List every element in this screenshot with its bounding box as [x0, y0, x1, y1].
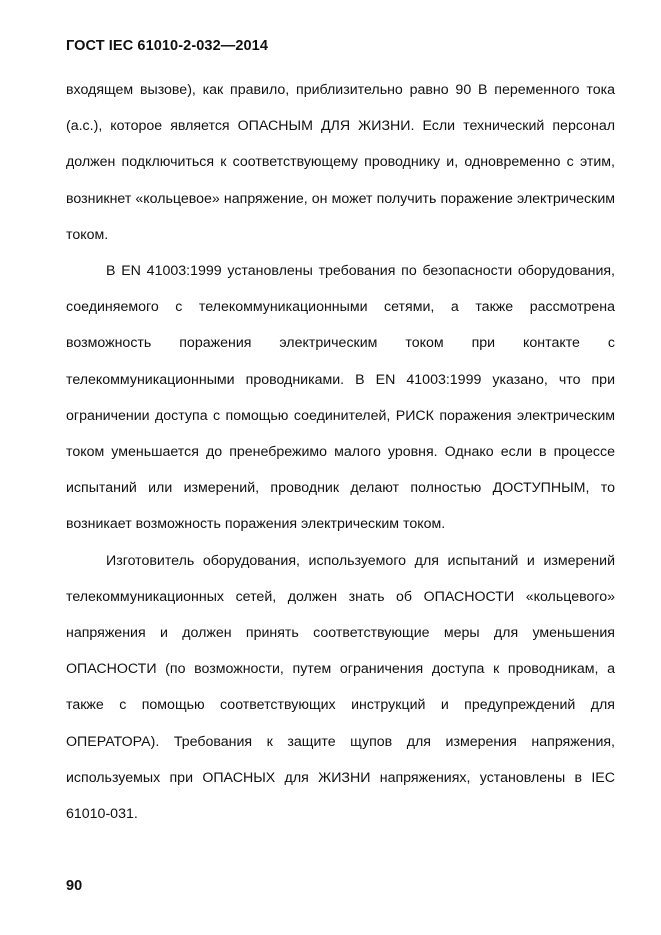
page-number: 90: [66, 878, 83, 894]
document-body: [66, 72, 615, 832]
paragraph-manufacturer: Изготовитель оборудования, используемого для испытаний и измерений телекоммуникационных сетей, должен знать об ОПАСНОСТИ «кольцевого» напряжения и должен принять соответствующие меры для уменьшения ОПАСНОСТИ (по возможности, путем ограничения доступа к проводникам, а также с помощью соответствующих инструкций и предупреждений для ОПЕРАТОРА). Требования к защите щупов для измерения напряжения, используемых при ОПАСНЫХ для ЖИЗНИ напряжениях, установлены в IEC 61010-031.: [66, 552, 615, 823]
paragraph-continuation: входящем вызове), как правило, приблизительно равно 90 В переменного тока (a.c.), которое является ОПАСНЫМ ДЛЯ ЖИЗНИ. Если технический персонал должен подключиться к соответствующему проводнику и, одновременно с этим, возникнет «кольцевое» напряжение, он может получить поражение электрическим током.: [66, 82, 615, 243]
document-header: ГОСТ IEC 61010-2-032—2014: [66, 38, 268, 54]
paragraph-en41003: В EN 41003:1999 установлены требования по безопасности оборудования, соединяемого с телекоммуникационными сетями, а также рассмотрена возможность поражения электрическим током при контакте с телекоммуникационными проводниками. В EN 41003:1999 указано, что при ограничении доступа с помощью соединителей, РИСК поражения электрическим током уменьшается до пренебрежимо малого уровня. Однако если в процессе испытаний или измерений, проводник делают полностью ДОСТУПНЫМ, то возникает возможность поражения электрическим током.: [66, 263, 615, 533]
